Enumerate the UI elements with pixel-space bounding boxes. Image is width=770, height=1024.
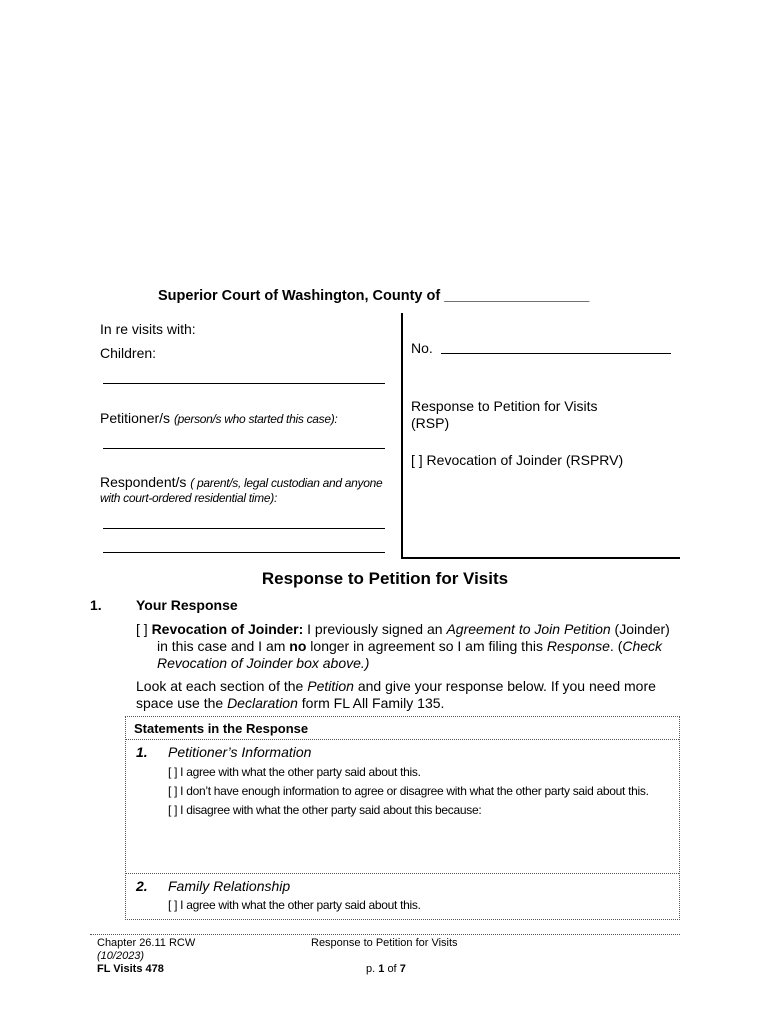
revocation-checkbox[interactable]: [ ] <box>136 621 148 637</box>
caption-divider-vertical <box>401 313 403 559</box>
respondent-label-text: Respondent/s <box>100 474 187 490</box>
statement-1-number: 1. <box>136 744 148 760</box>
section-title: Your Response <box>136 597 238 613</box>
instructions-italic: Petition <box>307 678 354 694</box>
revocation-text-b: (Joinder) <box>610 621 670 637</box>
respondent-line-2 <box>103 552 385 553</box>
footer-page-current: 1 <box>378 963 385 975</box>
statements-header-row <box>126 717 679 740</box>
revocation-bold: Revocation of Joinder: <box>151 621 304 637</box>
footer-page-prefix: p. <box>366 963 376 975</box>
statement-divider <box>126 873 679 874</box>
caption-divider-horizontal <box>401 557 680 559</box>
revocation-text-a: I previously signed an <box>303 621 447 637</box>
instructions-paragraph <box>136 678 681 712</box>
statement-2-option-agree[interactable]: [ ] I agree with what the other party said about this. <box>168 898 421 912</box>
children-label: Children: <box>100 345 157 361</box>
statements-table <box>125 716 680 920</box>
respondent-label <box>100 474 382 490</box>
instructions-a: Look at each section of the <box>136 678 308 694</box>
revocation-line2-a: in this case and I am <box>157 638 290 654</box>
joinder-form-name: Agreement to Join Petition <box>446 621 611 637</box>
revocation-line-2 <box>136 638 676 655</box>
revocation-option: [ ] Revocation of Joinder (RSPRV) <box>411 452 624 468</box>
instructions-line2-a: space use the <box>136 695 228 711</box>
respondent-note-2: with court-ordered residential time): <box>100 491 277 505</box>
statement-2-title: Family Relationship <box>168 878 291 894</box>
statement-1-option-not-enough-info[interactable]: [ ] I don’t have enough information to agree or disagree with what the other party said about this. <box>168 784 649 798</box>
respondent-note-1: ( parent/s, legal custodian and anyone <box>190 476 383 490</box>
footer-chapter: Chapter 26.11 RCW <box>97 937 196 949</box>
instructions-line-1 <box>136 678 681 695</box>
court-title-text: Superior Court of Washington, County of <box>158 288 441 304</box>
revocation-paragraph <box>136 621 676 672</box>
case-number-label: No. <box>411 340 433 356</box>
statement-1-title: Petitioner’s Information <box>168 744 312 760</box>
revocation-line-1 <box>136 621 676 638</box>
revocation-line2-bold: no <box>289 638 307 654</box>
court-title <box>158 288 589 304</box>
page-heading: Response to Petition for Visits <box>261 569 509 588</box>
footer-left <box>97 937 195 976</box>
instructions-b: and give your response below. If you need more <box>353 678 656 694</box>
footer-title: Response to Petition for Visits <box>311 937 458 949</box>
doc-title-line-1: Response to Petition for Visits <box>411 398 598 414</box>
statement-1-option-disagree[interactable]: [ ] I disagree with what the other party said about this because: <box>168 803 482 817</box>
petitioner-note: (person/s who started this case): <box>173 412 338 426</box>
revocation-line-3: Revocation of Joinder box above.) <box>157 655 370 671</box>
revocation-line2-italic: Response <box>546 638 610 654</box>
instructions-line-2 <box>136 695 681 712</box>
children-line <box>103 383 385 384</box>
statement-1-option-agree[interactable]: [ ] I agree with what the other party said about this. <box>168 765 421 779</box>
case-number-line <box>441 353 671 354</box>
in-re-label: In re visits with: <box>100 321 196 337</box>
respondent-line-1 <box>103 528 385 529</box>
footer-form-id: FL Visits 478 <box>97 963 164 975</box>
doc-title-line-2: (RSP) <box>411 415 450 431</box>
footer-page-total: 7 <box>399 963 406 975</box>
statements-header: Statements in the Response <box>134 721 309 736</box>
footer-page-number <box>366 963 406 975</box>
county-blank: __________________ <box>444 288 590 304</box>
petitioner-label <box>100 410 337 426</box>
revocation-line2-b: longer in agreement so I am filing this <box>306 638 547 654</box>
statement-2-number: 2. <box>136 878 148 894</box>
footer-date: (10/2023) <box>97 950 145 962</box>
declaration-form-name: Declaration <box>227 695 298 711</box>
revocation-line2-italic2: Check <box>622 638 663 654</box>
section-number: 1. <box>90 597 102 613</box>
revocation-line2-c: . ( <box>609 638 623 654</box>
footer-page-of: of <box>387 963 397 975</box>
petitioner-label-text: Petitioner/s <box>100 410 171 426</box>
footer-rule <box>90 934 680 935</box>
instructions-line2-b: form FL All Family 135. <box>297 695 445 711</box>
petitioner-line <box>103 448 385 449</box>
